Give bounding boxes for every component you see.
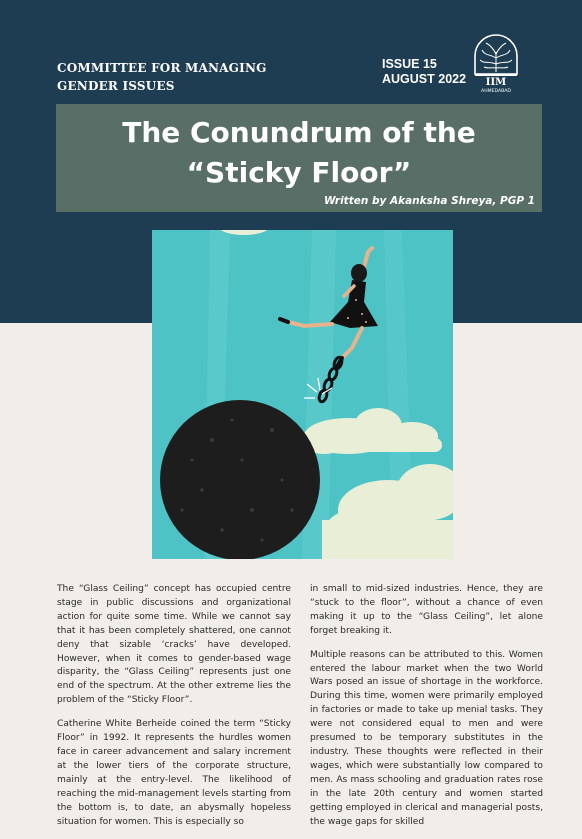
body-column-left <box>57 583 291 839</box>
illustration-art <box>152 230 453 559</box>
byline: Written by Akanksha Shreya, PGP 1 <box>323 195 535 207</box>
article-title <box>56 113 542 193</box>
issue-date: AUGUST 2022 <box>382 72 467 86</box>
cloud-bottom <box>322 464 453 559</box>
iim-logo-icon <box>470 34 522 94</box>
ball-and-chain <box>160 400 320 559</box>
paragraph: Catherine White Berheide coined the term “Sticky Floor” in 1992. It represents the hurdles women face in career advancement and salary increment at the lower tiers of the corporate structure, mainly at the entry-level. The likelihood of reaching the mid-management levels starting from the bottom is, to date, an abysmally hopeless situation for women. This is especially so <box>57 719 291 827</box>
sticky-floor-illustration <box>152 230 453 559</box>
title-box <box>56 104 542 212</box>
issue-number: ISSUE 15 <box>382 57 437 71</box>
paragraph: in small to mid-sized industries. Hence, they are “stuck to the floor”, without a chance of even making it up to the “Glass Ceiling”, let alone forget breaking it. <box>310 584 543 636</box>
logo-text: IIM <box>485 77 507 88</box>
logo-subtext: AHMEDABAD <box>481 89 511 94</box>
title-line-2: “Sticky Floor” <box>186 156 412 189</box>
title-line-1: The Conundrum of the <box>122 116 476 149</box>
committee-name: COMMITTEE FOR MANAGING GENDER ISSUES <box>57 61 267 93</box>
body-column-right <box>310 583 543 839</box>
paragraph: Multiple reasons can be attributed to this. Women entered the labour market when the two World Wars posed an issue of shortage in the workforce. During this time, women were primarily employed in factories or made to take up menial tasks. They were not considered equal to men and were presumed to be temporary substitutes in the industry. These thoughts were reflected in their wages, which were substantially low compared to men. As mass schooling and graduation rates rose in the late 20th century and women started getting employed in clerical and managerial posts, the wage gaps for skilled <box>310 649 543 827</box>
paragraph: The “Glass Ceiling” concept has occupied centre stage in public discussions and organizational action for quite some time. While we cannot say that it has been completely shattered, one cannot deny that sizable ‘cracks’ have developed. However, when it comes to gender-based wage disparity, the “Glass Ceiling” represents just one end of the spectrum. At the other extreme lies the problem of the “Sticky Floor”. <box>57 584 291 706</box>
issue-info <box>382 57 466 87</box>
